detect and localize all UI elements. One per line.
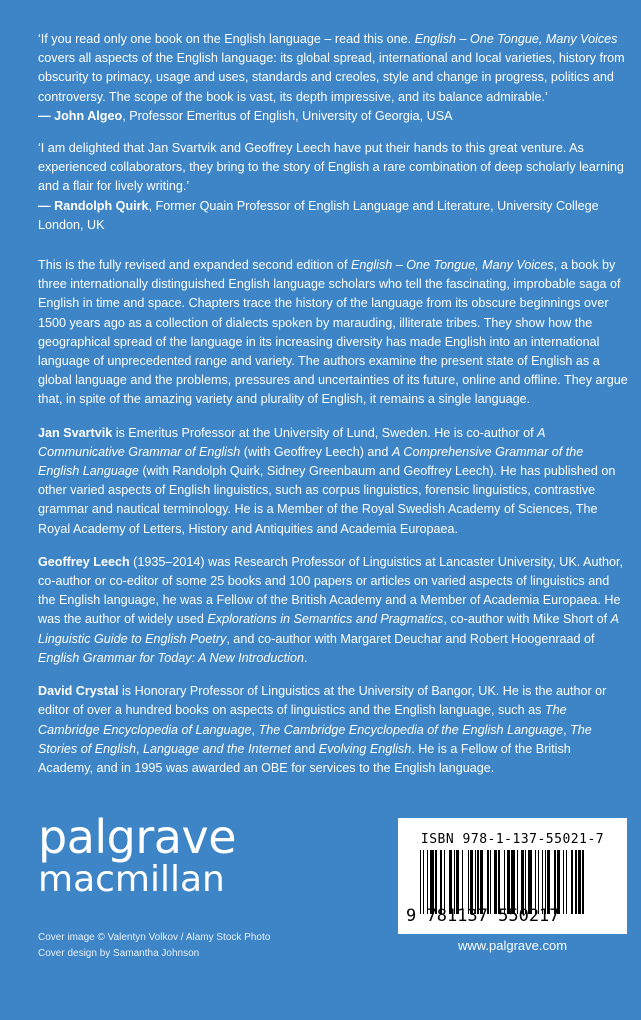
publisher-logo: [38, 810, 236, 900]
barcode-bar: [427, 850, 428, 914]
barcode-bar: [475, 850, 476, 914]
barcode-bar: [498, 850, 499, 914]
barcode-bar: [444, 850, 445, 914]
review-attribution-1: [38, 107, 628, 126]
bio-text: .: [303, 650, 308, 665]
barcode-bar: [578, 850, 581, 914]
bio-text: is Honorary Professor of Linguistics at the University of Bangor, UK. He is the author or editor of over a hundred books on aspects of linguistics and the English language, such as: [38, 684, 607, 718]
barcode-bar: [575, 850, 576, 914]
description-text: , a book by three internationally distinguished English language scholars who tell the fascinating, improbable saga of English in time and space. Chapters trace the history of the language from its obscure beginnings over 1500 years ago as a collection of dialects spoken by marauding, illiterate tribes. They show how the geographical spread of the language in its increasing diversity has made English into an international language of unprecedented range and variety. The authors examine the present state of English as a global language and the problems, pressures and uncertainties of its future, online and offline. They argue that, in spite of the amazing variety and plurality of English, it remains a single language.: [38, 258, 628, 407]
review-quote-2: [38, 139, 628, 197]
cover-credits: [38, 930, 270, 962]
author-name: David Crystal: [38, 684, 119, 699]
quote-text: ‘I am delighted that Jan Svartvik and Geoffrey Leech have put their hands to this great venture. As experienced collaborators, they bring to the story of English a rare combination of deep scholarly learning and a flair for lively writing.’: [38, 141, 624, 194]
description-text: This is the fully revised and expanded second edition of: [38, 258, 351, 273]
bio-text: , and co-author with Margaret Deuchar and Robert Hoogenraad of: [226, 631, 595, 646]
reviewer-affiliation: , Professor Emeritus of English, University of Georgia, USA: [122, 108, 453, 123]
barcode-bar: [545, 850, 546, 914]
barcode-bar: [423, 850, 424, 914]
bio-text: is Emeritus Professor at the University of Lund, Sweden. He is co-author of: [112, 425, 538, 440]
barcode-bar: [547, 850, 550, 914]
barcode-bar: [430, 850, 434, 914]
barcode-bar: [480, 850, 483, 914]
barcode-bar: [477, 850, 478, 914]
barcode-bar: [440, 850, 443, 914]
barcode-bar: [507, 850, 510, 914]
book-description: [38, 256, 628, 410]
author-bio-crystal: [38, 682, 628, 778]
review-quote-1: [38, 30, 628, 107]
barcode-bar: [487, 850, 488, 914]
logo-line-1: palgrave: [38, 810, 236, 864]
reviewer-name: — Randolph Quirk: [38, 198, 149, 213]
barcode-bar: [456, 850, 459, 914]
book-title: The Cambridge Encyclopedia of Language: [38, 703, 567, 737]
book-title: Evolving English: [318, 741, 412, 756]
barcode-bar: [538, 850, 539, 914]
quote-text: covers all aspects of the English language: its global spread, international and local varieties, history from obscurity to primacy, usage and uses, standards and creoles, style and change in progress, politics and controversy. The scope of the book is vast, its depth impressive, and its balance admirable.’: [38, 51, 625, 104]
isbn-label: ISBN 978-1-137-55021-7: [420, 832, 605, 847]
author-bio-leech: [38, 553, 628, 668]
bio-text: ,: [563, 722, 571, 737]
barcode-bar: [528, 850, 532, 914]
back-cover-text: [38, 30, 628, 778]
barcode-bar: [582, 850, 583, 914]
barcode-bar: [454, 850, 455, 914]
cover-design-credit: Cover design by Samantha Johnson: [38, 948, 200, 959]
barcode-bar: [521, 850, 524, 914]
bio-text: (with Randolph Quirk, Sidney Greenbaum and Geoffrey Leech). He has published on other varied aspects of English linguistics, such as corpus linguistics, forensic linguistics, contrastive grammar and nautical terminology. He is a Member of the Royal Swedish Academy of Sciences, The Royal Academy of Letters, History and Antiquities and Academia Europaea.: [38, 464, 616, 536]
author-name: Jan Svartvik: [38, 425, 113, 440]
barcode-bar: [525, 850, 526, 914]
bio-text: . He is a Fellow of the British Academy, and in 1995 was awarded an OBE for services to the English language.: [38, 741, 571, 775]
logo-line-2: macmillan: [38, 859, 225, 900]
barcode-bar: [449, 850, 452, 914]
barcode-bar: [494, 850, 497, 914]
isbn-number: 9 781137 550217: [406, 906, 560, 926]
bio-text: ,: [251, 722, 259, 737]
author-bio-svartvik: [38, 424, 628, 539]
barcode-bar: [470, 850, 473, 914]
barcode-bar: [535, 850, 536, 914]
bio-text: and: [290, 741, 319, 756]
barcode-bar: [462, 850, 463, 914]
book-title: A Communicative Grammar of English: [38, 425, 546, 459]
barcode-bar: [557, 850, 560, 914]
barcode-bar: [468, 850, 469, 914]
book-title: A Linguistic Guide to English Poetry: [38, 612, 619, 646]
barcode-bar: [554, 850, 555, 914]
reviewer-affiliation: , Former Quain Professor of English Language and Literature, University College London, UK: [38, 198, 599, 232]
bio-text: (with Geoffrey Leech) and: [240, 444, 392, 459]
reviewer-name: — John Algeo: [38, 108, 123, 123]
barcode-bar: [566, 850, 567, 914]
barcode-bar: [571, 850, 572, 914]
quote-text: ‘If you read only one book on the English language – read this one.: [38, 32, 415, 46]
barcode-bars: [420, 850, 618, 914]
barcode-bar: [517, 850, 518, 914]
book-title: English – One Tongue, Many Voices: [350, 258, 554, 273]
bio-text: ,: [136, 741, 144, 756]
bio-text: (1935–2014) was Research Professor of Linguistics at Lancaster University, UK. Author, co-author or co-editor of some 25 books and 100 papers or articles on varied aspects of linguistics and the English language, he was a Fellow of the British Academy and a Member of Academia Europaea. He was the author of widely used: [38, 554, 623, 627]
barcode-bar: [435, 850, 436, 914]
barcode-bar: [504, 850, 505, 914]
book-title: English Grammar for Today: A New Introduction: [38, 650, 304, 665]
barcode-bar: [542, 850, 543, 914]
book-title: The Cambridge Encyclopedia of the English Language: [258, 722, 564, 737]
book-title: Language and the Internet: [143, 741, 291, 756]
book-title: Explorations in Semantics and Pragmatics: [207, 612, 444, 627]
author-name: Geoffrey Leech: [38, 554, 130, 569]
isbn-barcode: [398, 818, 627, 959]
book-title: The Stories of English: [38, 722, 592, 756]
barcode-bar: [563, 850, 564, 914]
publisher-url: www.palgrave.com: [398, 932, 627, 959]
book-title: A Comprehensive Grammar of the English Language: [38, 444, 584, 479]
barcode-bar: [420, 850, 421, 914]
barcode-bar: [511, 850, 515, 914]
bio-text: , co-author with Mike Short of: [443, 612, 611, 627]
book-title: English – One Tongue, Many Voices: [414, 32, 618, 46]
review-attribution-2: [38, 197, 628, 235]
barcode-bar: [490, 850, 491, 914]
cover-image-credit: Cover image © Valentyn Volkov / Alamy Stock Photo: [38, 932, 271, 943]
